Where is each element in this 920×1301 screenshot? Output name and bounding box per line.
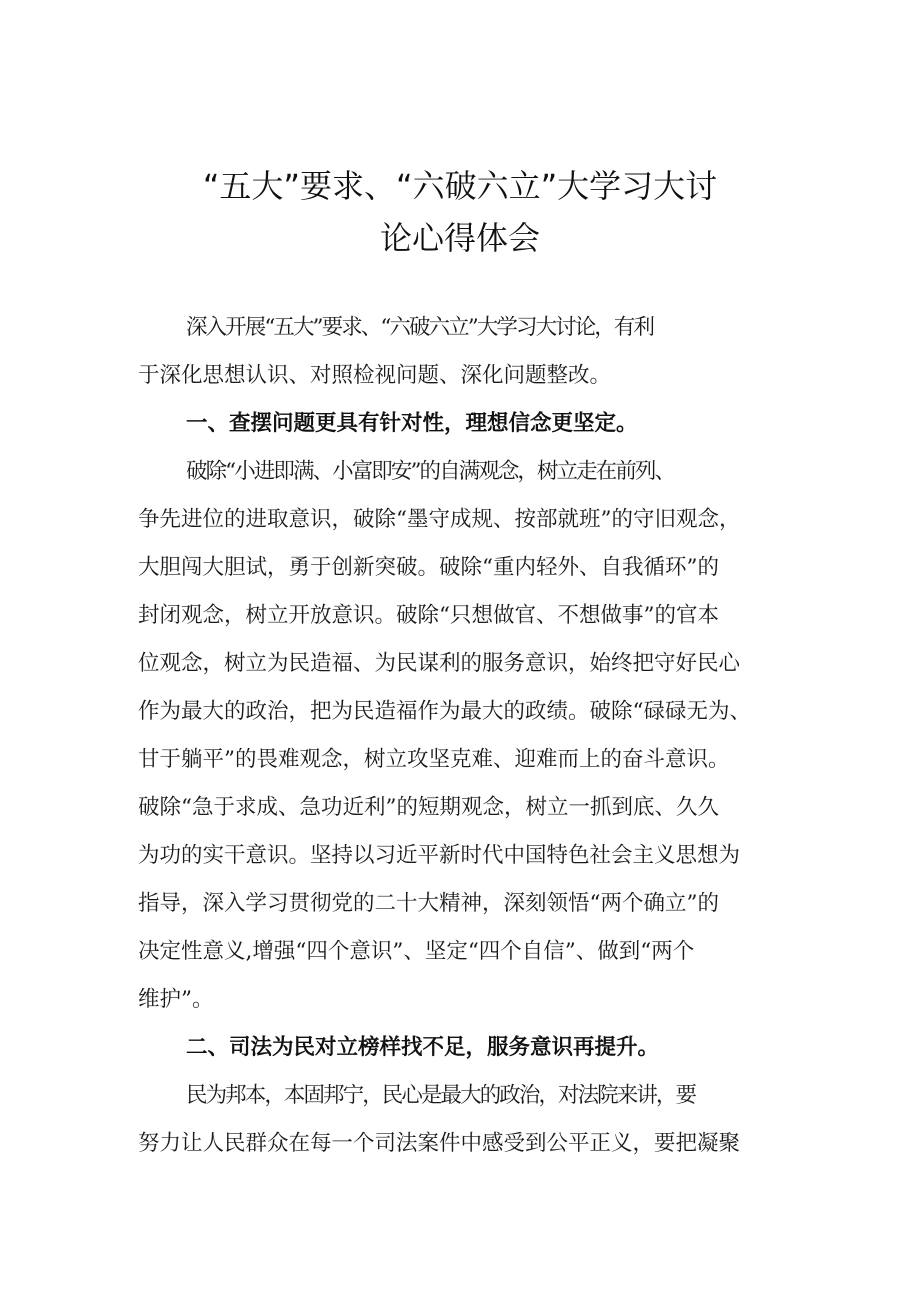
section-1-line: 维护”。 <box>138 987 214 1012</box>
section-1-line: 破除“小进即满、小富即安”的自满观念，树立走在前列、 <box>186 459 675 484</box>
section-2-line: 民为邦本，本固邦宁，民心是最大的政治，对法院来讲，要 <box>186 1083 696 1108</box>
section-2-line: 努力让人民群众在每一个司法案件中感受到公平正义，要把凝聚 <box>138 1131 741 1156</box>
section-1-line: 为功的实干意识。坚持以习近平新时代中国特色社会主义思想为 <box>138 843 741 868</box>
section-1-line: 大胆闯大胆试，勇于创新突破。破除“重内轻外、自我循环”的 <box>138 555 719 580</box>
section-1-line: 破除“急于求成、急功近利”的短期观念，树立一抓到底、久久 <box>138 795 719 820</box>
section-2-heading: 二、司法为民对立榜样找不足，服务意识再提升。 <box>186 1035 660 1060</box>
section-1-line: 决定性意义,增强“四个意识”、坚定“四个自信”、做到“两个 <box>138 939 695 964</box>
intro-line: 于深化思想认识、对照检视问题、深化问题整改。 <box>138 363 612 388</box>
section-1-line: 位观念，树立为民造福、为民谋利的服务意识，始终把守好民心 <box>138 651 741 676</box>
section-1-line: 争先进位的进取意识，破除“墨守成规、按部就班”的守旧观念， <box>138 507 741 532</box>
section-1-line: 作为最大的政治，把为民造福作为最大的政绩。破除“碌碌无为、 <box>138 699 751 724</box>
intro-line: 深入开展“五大”要求、“六破六立”大学习大讨论，有利 <box>186 315 654 340</box>
document-title-line-1: “五大”要求、“六破六立”大学习大讨 <box>202 167 718 205</box>
section-1-line: 甘于躺平”的畏难观念，树立攻坚克难、迎难而上的奋斗意识。 <box>138 747 730 772</box>
section-1-heading: 一、查摆问题更具有针对性，理想信念更坚定。 <box>186 411 638 436</box>
section-1-line: 封闭观念，树立开放意识。破除“只想做官、不想做事”的官本 <box>138 603 719 628</box>
section-1-line: 指导，深入学习贯彻党的二十大精神，深刻领悟“两个确立”的 <box>138 891 719 916</box>
document-title-line-2: 论心得体会 <box>379 219 540 257</box>
